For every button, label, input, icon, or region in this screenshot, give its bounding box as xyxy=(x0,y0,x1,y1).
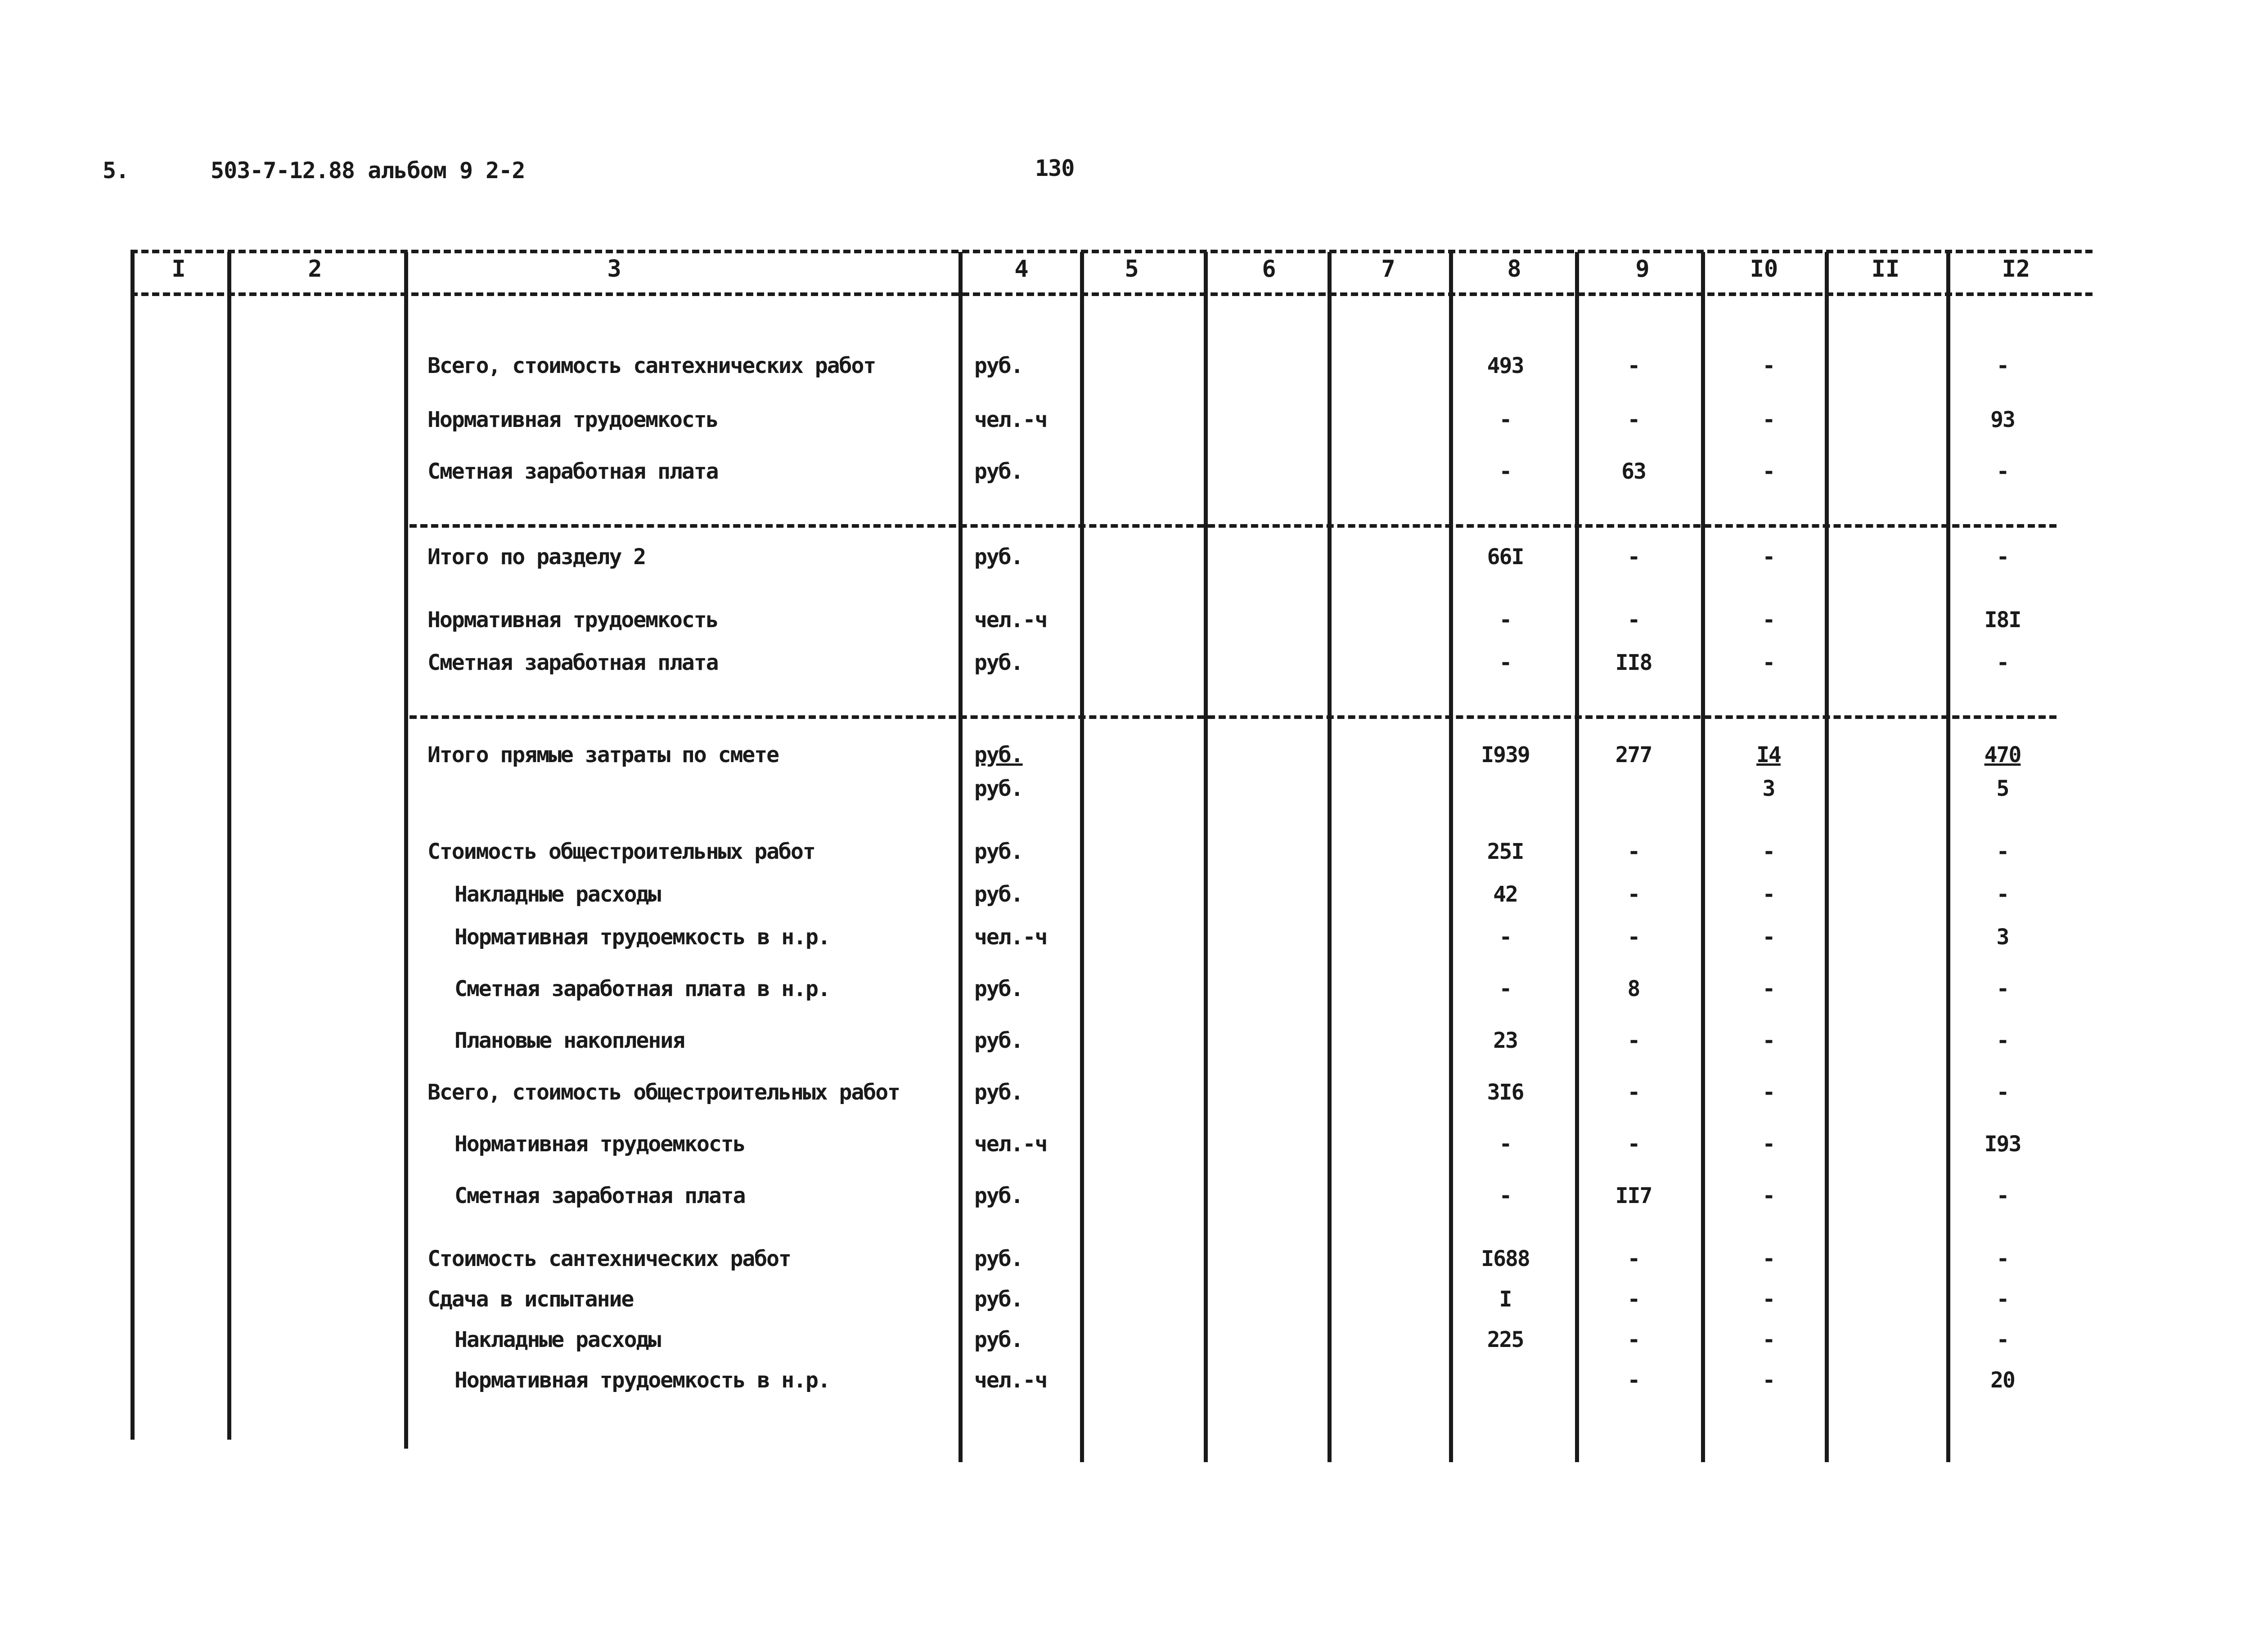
row-col9: 8 xyxy=(1627,976,1640,1001)
row-col9: - xyxy=(1627,607,1640,633)
row-col9: - xyxy=(1627,1287,1640,1312)
row-unit: руб. xyxy=(974,1287,1023,1312)
row-col9: II7 xyxy=(1615,1183,1652,1208)
table-row xyxy=(0,607,2250,639)
row-col9: - xyxy=(1627,1131,1640,1157)
row-col10: - xyxy=(1762,976,1775,1001)
table-row xyxy=(0,1028,2250,1059)
table-row xyxy=(0,925,2250,956)
table-row xyxy=(0,776,2250,808)
row-name: Всего, стоимость сантехнических работ xyxy=(428,353,876,378)
row-col12: 470 xyxy=(1984,742,2021,768)
table-row xyxy=(0,1131,2250,1163)
row-unit: руб. xyxy=(974,1246,1023,1271)
table-row xyxy=(0,353,2250,385)
row-name: Нормативная трудоемкость xyxy=(454,1131,745,1157)
row-unit: руб. xyxy=(974,650,1023,675)
row-col10: - xyxy=(1762,407,1775,432)
row-unit: чел.-ч xyxy=(974,607,1047,633)
row-col10: - xyxy=(1762,1131,1775,1157)
row-col8: - xyxy=(1499,1183,1512,1208)
row-col8: - xyxy=(1499,650,1512,675)
row-name: Сметная заработная плата xyxy=(428,459,718,484)
row-col8: - xyxy=(1499,925,1512,950)
row-name: Сметная заработная плата xyxy=(454,1183,745,1208)
row-name: Накладные расходы xyxy=(454,882,661,907)
row-col9: - xyxy=(1627,882,1640,907)
row-col12: 3 xyxy=(1996,925,2009,950)
row-col8: - xyxy=(1499,407,1512,432)
row-col9: 63 xyxy=(1621,459,1646,484)
row-unit: руб. xyxy=(974,976,1023,1001)
column-number: 4 xyxy=(1014,256,1029,283)
row-col10: I4 xyxy=(1756,742,1781,768)
row-col10: - xyxy=(1762,1368,1775,1393)
row-unit: руб. xyxy=(974,1183,1023,1208)
row-col12: I93 xyxy=(1984,1131,2021,1157)
row-col12: - xyxy=(1996,650,2009,675)
row-col8: I939 xyxy=(1481,742,1530,768)
row-col10: - xyxy=(1762,839,1775,864)
column-number: 7 xyxy=(1381,256,1395,283)
row-col10: - xyxy=(1762,882,1775,907)
column-number: 8 xyxy=(1507,256,1521,283)
row-unit: руб. xyxy=(974,544,1023,570)
row-col8: - xyxy=(1499,459,1512,484)
row-col10: - xyxy=(1762,650,1775,675)
row-col9: - xyxy=(1627,407,1640,432)
row-col9: - xyxy=(1627,1080,1640,1105)
row-col12: 5 xyxy=(1996,776,2009,801)
row-col8: I688 xyxy=(1481,1246,1530,1271)
row-unit: руб. xyxy=(974,459,1023,484)
row-name: Стоимость сантехнических работ xyxy=(428,1246,791,1271)
row-col10: - xyxy=(1762,1028,1775,1053)
row-col10: - xyxy=(1762,1080,1775,1105)
row-unit: чел.-ч xyxy=(974,1131,1047,1157)
row-unit: руб. xyxy=(974,353,1023,378)
row-col9: - xyxy=(1627,1327,1640,1352)
sheet-number: 5. xyxy=(103,157,129,184)
page-number: 130 xyxy=(1035,155,1075,181)
table-row xyxy=(0,1246,2250,1278)
row-unit: руб. xyxy=(974,776,1023,801)
row-col10: - xyxy=(1762,459,1775,484)
row-col10: - xyxy=(1762,1287,1775,1312)
row-col10: - xyxy=(1762,925,1775,950)
table-row xyxy=(0,839,2250,871)
column-number: II xyxy=(1871,256,1900,283)
table-row xyxy=(0,1368,2250,1399)
row-name: Накладные расходы xyxy=(454,1327,661,1352)
row-col10: 3 xyxy=(1762,776,1775,801)
row-col9: II8 xyxy=(1615,650,1652,675)
row-col8: 3I6 xyxy=(1487,1080,1524,1105)
table-row xyxy=(0,976,2250,1008)
table-top-rule xyxy=(130,250,2092,253)
column-number: I2 xyxy=(2002,256,2030,283)
row-col8: 25I xyxy=(1487,839,1524,864)
table-row xyxy=(0,407,2250,439)
row-col12: - xyxy=(1996,1028,2009,1053)
row-unit: руб. xyxy=(974,742,1023,768)
row-unit: чел.-ч xyxy=(974,1368,1047,1393)
row-col9: - xyxy=(1627,544,1640,570)
row-col9: - xyxy=(1627,1246,1640,1271)
row-col12: - xyxy=(1996,839,2009,864)
row-col9: - xyxy=(1627,925,1640,950)
header-bottom-rule xyxy=(130,292,2092,296)
row-col12: 20 xyxy=(1990,1368,2015,1393)
row-unit: руб. xyxy=(974,1080,1023,1105)
row-col10: - xyxy=(1762,353,1775,378)
row-col12: - xyxy=(1996,1246,2009,1271)
column-number: I0 xyxy=(1750,256,1778,283)
row-col12: - xyxy=(1996,459,2009,484)
row-col10: - xyxy=(1762,1327,1775,1352)
table-row xyxy=(0,1327,2250,1359)
table-row xyxy=(0,882,2250,913)
row-col8: 225 xyxy=(1487,1327,1524,1352)
row-col10: - xyxy=(1762,544,1775,570)
table-row xyxy=(0,742,2250,774)
row-name: Нормативная трудоемкость xyxy=(428,407,718,432)
row-col12: - xyxy=(1996,1080,2009,1105)
row-name: Стоимость общестроительных работ xyxy=(428,839,815,864)
row-name: Сдача в испытание xyxy=(428,1287,634,1312)
column-number: 9 xyxy=(1635,256,1650,283)
row-col10: - xyxy=(1762,1246,1775,1271)
section-separator xyxy=(410,715,2056,719)
row-name: Всего, стоимость общестроительных работ xyxy=(428,1080,900,1105)
row-unit: руб. xyxy=(974,1327,1023,1352)
row-col9: - xyxy=(1627,839,1640,864)
row-col12: - xyxy=(1996,544,2009,570)
row-col8: I xyxy=(1499,1287,1512,1312)
row-unit: чел.-ч xyxy=(974,407,1047,432)
column-number: 5 xyxy=(1125,256,1139,283)
document-code: 503-7-12.88 альбом 9 2-2 xyxy=(211,157,525,184)
row-name: Нормативная трудоемкость в н.р. xyxy=(454,925,830,950)
column-number: 6 xyxy=(1262,256,1276,283)
row-col12: - xyxy=(1996,353,2009,378)
row-col12: I8I xyxy=(1984,607,2021,633)
row-col12: - xyxy=(1996,1183,2009,1208)
row-name: Сметная заработная плата в н.р. xyxy=(454,976,830,1001)
table-row xyxy=(0,544,2250,576)
row-col8: - xyxy=(1499,1131,1512,1157)
row-col12: - xyxy=(1996,1327,2009,1352)
row-col10: - xyxy=(1762,1183,1775,1208)
row-col9: - xyxy=(1627,353,1640,378)
row-name: Итого по разделу 2 xyxy=(428,544,646,570)
row-col8: 493 xyxy=(1487,353,1524,378)
row-col12: - xyxy=(1996,1287,2009,1312)
row-col9: - xyxy=(1627,1368,1640,1393)
row-col8: 42 xyxy=(1493,882,1517,907)
row-unit: чел.-ч xyxy=(974,925,1047,950)
row-col10: - xyxy=(1762,607,1775,633)
row-col12: - xyxy=(1996,976,2009,1001)
row-unit: руб. xyxy=(974,1028,1023,1053)
row-name: Плановые накопления xyxy=(454,1028,685,1053)
row-name: Нормативная трудоемкость в н.р. xyxy=(454,1368,830,1393)
row-col8: - xyxy=(1499,607,1512,633)
row-name: Нормативная трудоемкость xyxy=(428,607,718,633)
row-unit: руб. xyxy=(974,882,1023,907)
row-name: Сметная заработная плата xyxy=(428,650,718,675)
table-row xyxy=(0,459,2250,490)
column-number: I xyxy=(171,256,186,283)
row-col8: 66I xyxy=(1487,544,1524,570)
table-row xyxy=(0,650,2250,682)
column-number: 2 xyxy=(308,256,322,283)
row-unit: руб. xyxy=(974,839,1023,864)
row-col8: 23 xyxy=(1493,1028,1517,1053)
row-col12: 93 xyxy=(1990,407,2015,432)
row-col8: - xyxy=(1499,976,1512,1001)
table-row xyxy=(0,1080,2250,1111)
section-separator xyxy=(410,524,2056,528)
table-row xyxy=(0,1183,2250,1215)
row-col12: - xyxy=(1996,882,2009,907)
row-col9: 277 xyxy=(1615,742,1652,768)
row-name: Итого прямые затраты по смете xyxy=(428,742,779,768)
column-number: 3 xyxy=(607,256,621,283)
row-col9: - xyxy=(1627,1028,1640,1053)
table-row xyxy=(0,1287,2250,1318)
